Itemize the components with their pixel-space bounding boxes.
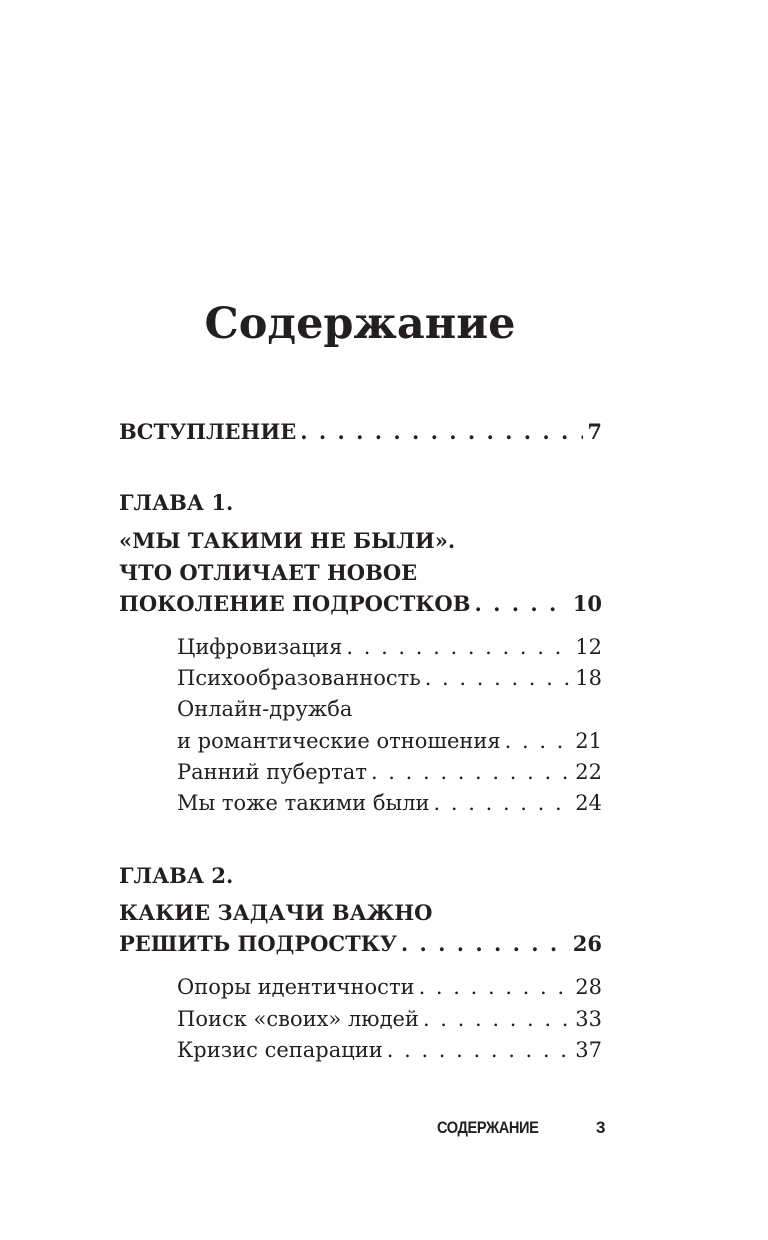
dot-leader [387, 1035, 572, 1065]
toc-entry-page: 7 [587, 419, 602, 444]
toc-entry-page: 22 [575, 760, 602, 784]
toc-entry-section[interactable] [177, 757, 602, 787]
toc-entry-page: 21 [575, 729, 602, 753]
toc-entry-page: 10 [572, 591, 602, 616]
toc-entry-page: 12 [575, 635, 602, 659]
running-head: СОДЕРЖАНИЕ [437, 1118, 539, 1137]
page-title: Содержание [204, 299, 516, 349]
toc-entry-label: Психообразованность [177, 666, 421, 690]
toc-entry-label: Цифровизация [177, 635, 343, 659]
toc-entry-label: Онлайн-дружба [177, 697, 353, 721]
toc-entry-label: Поиск «своих» людей [177, 1007, 419, 1031]
toc-entry-page: 18 [575, 666, 602, 690]
toc-entry-label: и романтические отношения [177, 729, 501, 753]
chapter-2-title-line-1[interactable]: КАКИЕ ЗАДАЧИ ВАЖНО [119, 900, 433, 925]
toc-entry-section[interactable] [177, 1035, 602, 1065]
toc-entry-page: 37 [575, 1038, 602, 1062]
toc-entry-label: Ранний пубертат [177, 760, 367, 784]
page-number: 3 [596, 1118, 606, 1137]
toc-entry-chapter-1[interactable] [119, 589, 602, 619]
chapter-1-title-line-1[interactable]: «МЫ ТАКИМИ НЕ БЫЛИ». [119, 528, 456, 553]
toc-entry-section-line-1[interactable] [177, 694, 602, 724]
dot-leader [505, 726, 572, 756]
dot-leader [425, 663, 572, 693]
dot-leader [423, 1004, 571, 1034]
dot-leader [346, 632, 571, 662]
dot-leader [434, 788, 572, 818]
dot-leader [300, 417, 583, 447]
toc-entry-page: 28 [575, 975, 602, 999]
toc-entry-label: РЕШИТЬ ПОДРОСТКУ [119, 931, 397, 956]
toc-entry-page: 26 [572, 931, 602, 956]
dot-leader [474, 589, 568, 619]
toc-entry-chapter-2[interactable] [119, 929, 602, 959]
chapter-1-title-line-2[interactable]: ЧТО ОТЛИЧАЕТ НОВОЕ [119, 560, 418, 585]
toc-entry-label: Опоры идентичности [177, 975, 415, 999]
dot-leader [371, 757, 571, 787]
toc-entry-section[interactable] [177, 972, 602, 1002]
toc-entry-section[interactable] [177, 726, 602, 756]
toc-entry-section[interactable] [177, 663, 602, 693]
toc-entry-intro[interactable] [119, 417, 602, 447]
toc-entry-section[interactable] [177, 1004, 602, 1034]
toc-entry-section[interactable] [177, 788, 602, 818]
toc-entry-page: 33 [575, 1007, 602, 1031]
dot-leader [419, 972, 572, 1002]
dot-leader [401, 929, 569, 959]
chapter-1-number: ГЛАВА 1. [119, 490, 234, 515]
chapter-2-number: ГЛАВА 2. [119, 863, 234, 888]
toc-entry-label: Мы тоже такими были [177, 791, 430, 815]
toc-entry-section[interactable] [177, 632, 602, 662]
toc-entry-label: ВСТУПЛЕНИЕ [119, 419, 297, 444]
toc-entry-label: Кризис сепарации [177, 1038, 383, 1062]
toc-entry-label: ПОКОЛЕНИЕ ПОДРОСТКОВ [119, 591, 471, 616]
toc-entry-page: 24 [575, 791, 602, 815]
